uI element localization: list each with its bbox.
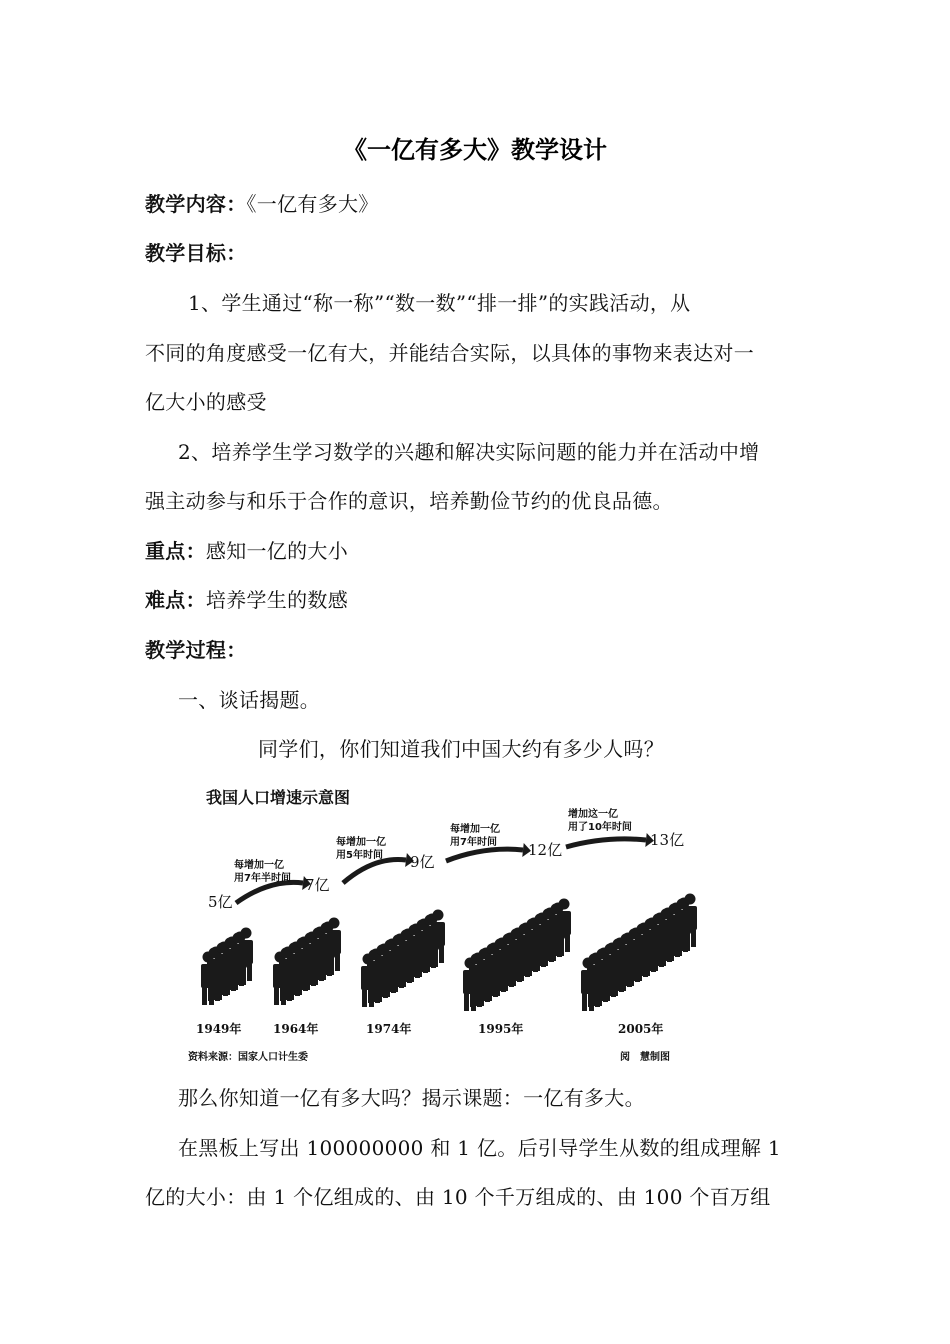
figure-title: 我国人口增速示意图: [206, 788, 351, 807]
arrow-caption: 用7年半时间: [234, 873, 291, 884]
crowd-2: [361, 910, 445, 1008]
page-title: 《一亿有多大》教学设计: [343, 136, 607, 164]
figure-arrows: [234, 807, 654, 903]
crowd-3: [463, 899, 571, 1012]
arrow-caption: 用了10年时间: [568, 822, 632, 833]
content-row: [145, 188, 379, 217]
population-label: 13亿: [650, 831, 685, 849]
population-label: 5亿: [208, 893, 233, 911]
population-label: 12亿: [528, 841, 563, 859]
growth-arrow: [566, 839, 646, 847]
crowd-1: [273, 918, 341, 1006]
para2-line2: 亿的大小：由 1 个亿组成的、由 10 个千万组成的、由 100 个百万组: [145, 1185, 771, 1209]
figure-crowds: [201, 894, 697, 1012]
content-label: 教学内容：: [145, 192, 247, 216]
goal2-line1: 2、培养学生学习数学的兴趣和解决实际问题的能力并在活动中增: [178, 440, 760, 464]
growth-arrow: [236, 882, 303, 903]
population-label: 7亿: [305, 876, 330, 894]
year-label: 1949年: [196, 1022, 242, 1036]
para2-line1: 在黑板上写出 100000000 和 1 亿。后引导学生从数的组成理解 1: [178, 1136, 781, 1160]
year-label: 1995年: [478, 1022, 524, 1036]
step1-heading: 一、谈话揭题。: [178, 688, 321, 712]
arrow-caption: 每增加一亿: [234, 860, 284, 871]
goal1-line3: 亿大小的感受: [145, 390, 267, 414]
key-point-label: 重点：: [145, 539, 206, 563]
crowd-0: [201, 928, 253, 1006]
key-point-value: 感知一亿的大小: [205, 539, 349, 563]
growth-arrow: [446, 849, 523, 861]
key-point-row: [145, 535, 348, 564]
year-label: 1974年: [366, 1022, 412, 1036]
figure-credit: 阅 慧制图: [620, 1052, 670, 1063]
year-label: 2005年: [618, 1022, 664, 1036]
goal1-line1: 1、学生通过“称一称”“数一数”“排一排”的实践活动，从: [188, 291, 691, 315]
goal1-line2: 不同的角度感受一亿有大，并能结合实际，以具体的事物来表达对一: [145, 341, 754, 365]
difficulty-value: 培养学生的数感: [205, 588, 349, 612]
content-value: 《一亿有多大》: [246, 192, 379, 216]
question-line: 同学们，你们知道我们中国大约有多少人吗？: [258, 737, 664, 761]
goals-heading: 教学目标：: [145, 241, 247, 265]
arrow-caption: 每增加一亿: [336, 837, 386, 848]
difficulty-label: 难点：: [145, 588, 206, 612]
year-label: 1964年: [273, 1022, 319, 1036]
growth-arrow: [343, 859, 406, 883]
arrow-caption: 用7年时间: [450, 837, 497, 848]
figure-source: 资料来源：国家人口计生委: [188, 1052, 308, 1063]
difficulty-row: [145, 584, 348, 613]
arrow-caption: 每增加一亿: [450, 824, 500, 835]
crowd-4: [581, 894, 697, 1012]
process-heading: 教学过程：: [145, 638, 247, 662]
para1-line: 那么你知道一亿有多大吗？揭示课题：一亿有多大。: [178, 1086, 645, 1110]
arrow-caption: 用5年时间: [336, 850, 383, 861]
goal2-line2: 强主动参与和乐于合作的意识，培养勤俭节约的优良品德。: [145, 489, 673, 513]
population-figure: [178, 775, 698, 1065]
arrow-caption: 增加这一亿: [568, 809, 618, 820]
population-label: 9亿: [410, 853, 435, 871]
